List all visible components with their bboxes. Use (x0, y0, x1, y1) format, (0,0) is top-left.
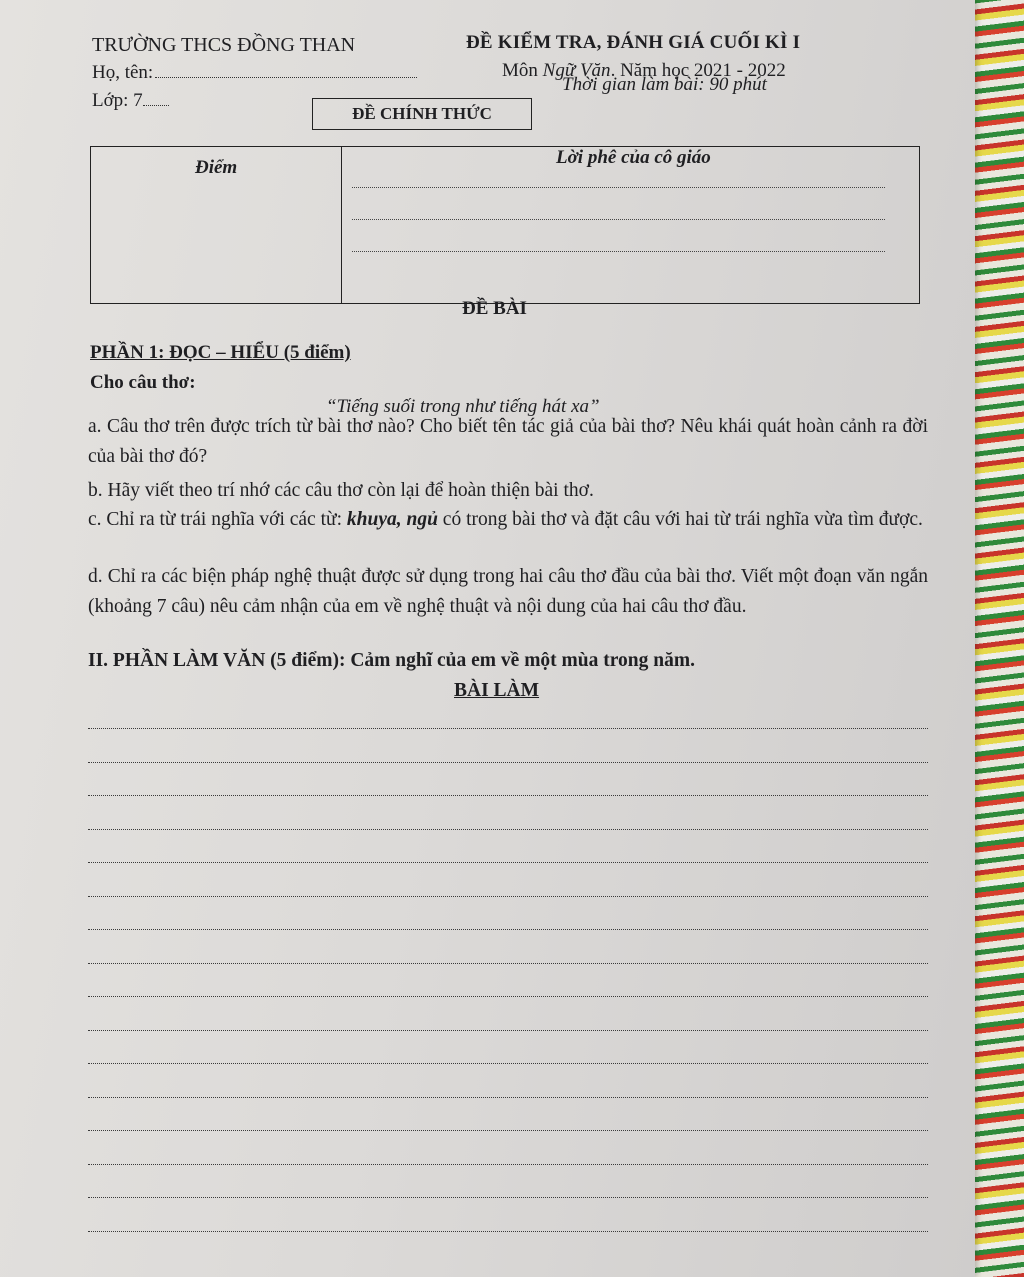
answer-line (88, 929, 928, 930)
subject-prefix: Môn (502, 60, 543, 81)
official-exam-stamp: ĐỀ CHÍNH THỨC (312, 98, 532, 130)
question-d: d. Chỉ ra các biện pháp nghệ thuật được sử dụng trong hai câu thơ đầu của bài thơ. Viết một đoạn văn ngắn (khoảng 7 câu) nêu cảm nhận của em về nghệ thuật và nội dung của hai câu thơ đầu. (88, 566, 928, 617)
school-year: . Năm học 2021 - 2022 (610, 60, 786, 81)
question-c (88, 505, 928, 535)
answer-line (88, 1164, 928, 1165)
answer-line (88, 762, 928, 763)
answer-line (88, 896, 928, 897)
question-c-words: khuya, ngủ (346, 509, 438, 530)
name-label: Họ, tên: (92, 62, 154, 83)
answer-title: BÀI LÀM (454, 680, 540, 701)
question-c-prefix: c. Chỉ ra từ trái nghĩa với các từ: (88, 509, 347, 530)
class-label: Lớp: 7 (92, 90, 143, 111)
quoted-verse: “Tiếng suối trong như tiếng hát xa” (326, 396, 600, 417)
answer-line (88, 862, 928, 863)
student-name-field (92, 62, 417, 84)
remark-label: Lời phê của cô giáo (556, 147, 711, 168)
answer-line (88, 1063, 928, 1064)
subject-name: Ngữ Văn (542, 60, 611, 81)
answer-line (88, 1130, 928, 1131)
remark-cell (342, 147, 919, 303)
exam-duration: Thời gian làm bài: 90 phút (562, 74, 767, 95)
remark-line (352, 219, 885, 220)
answer-line (88, 829, 928, 830)
score-cell (91, 147, 342, 303)
class-blank (143, 105, 169, 106)
answer-line (88, 996, 928, 997)
answer-line (88, 1231, 928, 1232)
score-label: Điểm (195, 157, 238, 178)
answer-line (88, 1097, 928, 1098)
answer-line (88, 728, 928, 729)
school-name: TRƯỜNG THCS ĐỒNG THAN (92, 34, 356, 56)
exam-title: ĐỀ KIỂM TRA, ĐÁNH GIÁ CUỐI KÌ I (466, 32, 801, 53)
class-field (92, 90, 169, 112)
section-title: ĐỀ BÀI (462, 298, 527, 319)
answer-line (88, 795, 928, 796)
question-c-suffix: có trong bài thơ và đặt câu với hai từ trái nghĩa vừa tìm được. (437, 509, 923, 530)
part2-title: II. PHẦN LÀM VĂN (5 điểm): Cảm nghĩ của em về một mùa trong năm. (88, 650, 695, 671)
remark-line (352, 251, 885, 252)
part1-title: PHẦN 1: ĐỌC – HIỂU (5 điểm) (90, 342, 351, 363)
answer-line (88, 963, 928, 964)
answer-line (88, 1030, 928, 1031)
question-b: b. Hãy viết theo trí nhớ các câu thơ còn lại để hoàn thiện bài thơ. (88, 480, 594, 501)
grade-remark-table (90, 146, 920, 304)
remark-line (352, 187, 885, 188)
answer-line (88, 1197, 928, 1198)
name-blank (155, 77, 417, 78)
part1-prompt: Cho câu thơ: (90, 372, 196, 393)
question-a: a. Câu thơ trên được trích từ bài thơ nào? Cho biết tên tác giả của bài thơ? Nêu khái quát hoàn cảnh ra đời của bài thơ đó? (88, 416, 928, 467)
